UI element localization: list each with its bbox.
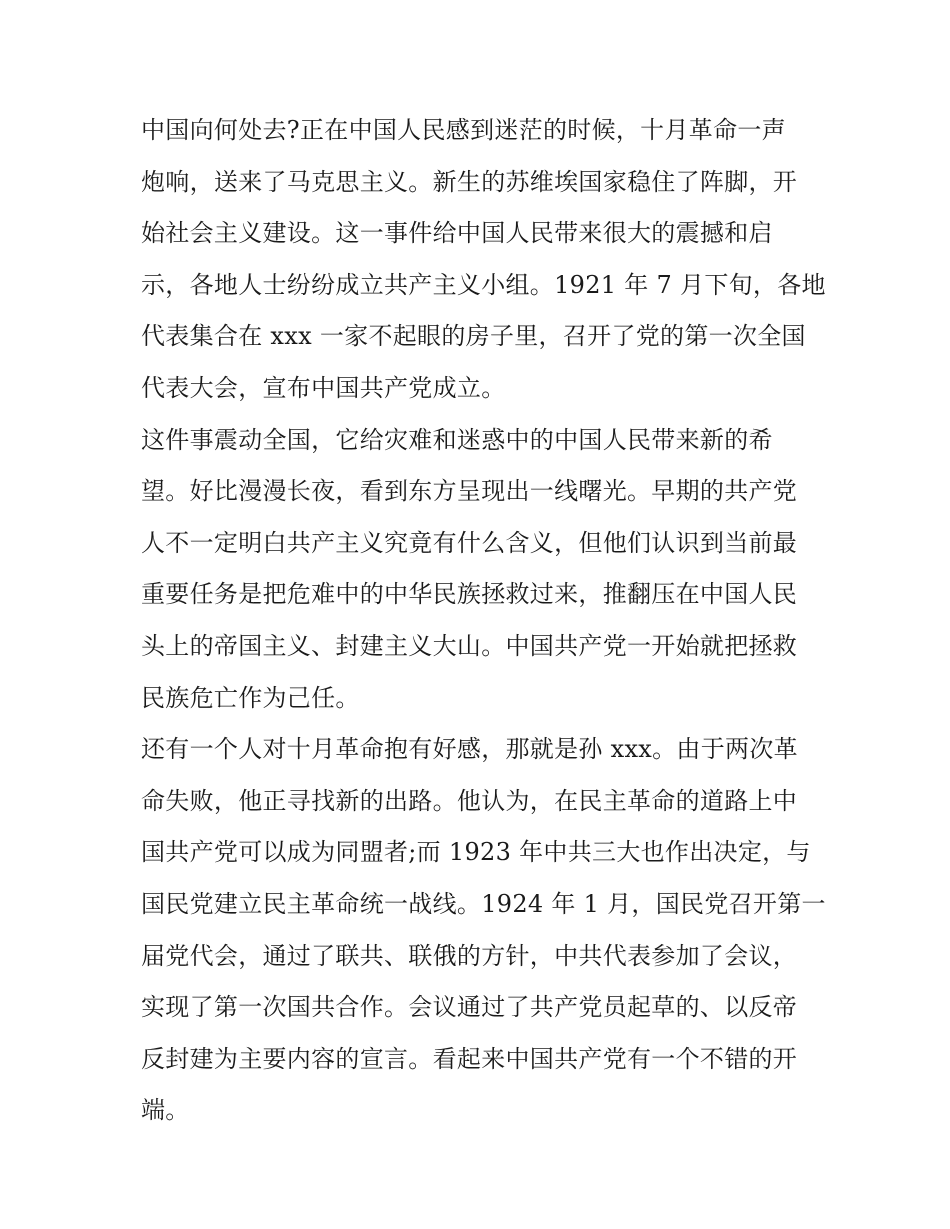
text-line: 民族危亡作为己任。 xyxy=(141,683,360,712)
text-line: 重要任务是把危难中的中华民族拯救过来，推翻压在中国人民 xyxy=(141,580,798,609)
text-line: 始社会主义建设。这一事件给中国人民带来很大的震撼和启 xyxy=(141,219,773,248)
text-line: 头上的帝国主义、封建主义大山。中国共产党一开始就把拯救 xyxy=(141,631,798,660)
document-body xyxy=(141,105,826,1137)
paragraph-2 xyxy=(141,415,813,725)
text-line: 反封建为主要内容的宣言。看起来中国共产党有一个不错的开 xyxy=(141,1044,798,1073)
text-line: 端。 xyxy=(141,1096,190,1125)
text-line: 示，各地人士纷纷成立共产主义小组。1921 年 7 月下旬，各地 xyxy=(141,270,826,299)
text-line: 炮响，送来了马克思主义。新生的苏维埃国家稳住了阵脚，开 xyxy=(141,167,798,196)
text-line: 还有一个人对十月革命抱有好感，那就是孙 xxx。由于两次革 xyxy=(141,735,798,764)
text-line: 这件事震动全国，它给灾难和迷惑中的中国人民带来新的希 xyxy=(141,425,773,454)
paragraph-1 xyxy=(141,105,826,415)
text-line: 望。好比漫漫长夜，看到东方呈现出一线曙光。早期的共产党 xyxy=(141,477,798,506)
text-line: 代表大会，宣布中国共产党成立。 xyxy=(141,373,506,402)
text-line: 国民党建立民主革命统一战线。1924 年 1 月，国民党召开第一 xyxy=(141,889,826,918)
text-line: 代表集合在 xxx 一家不起眼的房子里，召开了党的第一次全国 xyxy=(141,322,806,351)
paragraph-3 xyxy=(141,724,826,1137)
text-line: 命失败，他正寻找新的出路。他认为，在民主革命的道路上中 xyxy=(141,786,798,815)
text-line: 实现了第一次国共合作。会议通过了共产党员起草的、以反帝 xyxy=(141,993,798,1022)
text-line: 届党代会，通过了联共、联俄的方针，中共代表参加了会议， xyxy=(141,941,798,970)
text-line: 国共产党可以成为同盟者;而 1923 年中共三大也作出决定，与 xyxy=(141,838,811,867)
text-line: 人不一定明白共产主义究竟有什么含义，但他们认识到当前最 xyxy=(141,528,798,557)
text-line: 中国向何处去?正在中国人民感到迷茫的时候，十月革命一声 xyxy=(141,116,786,144)
